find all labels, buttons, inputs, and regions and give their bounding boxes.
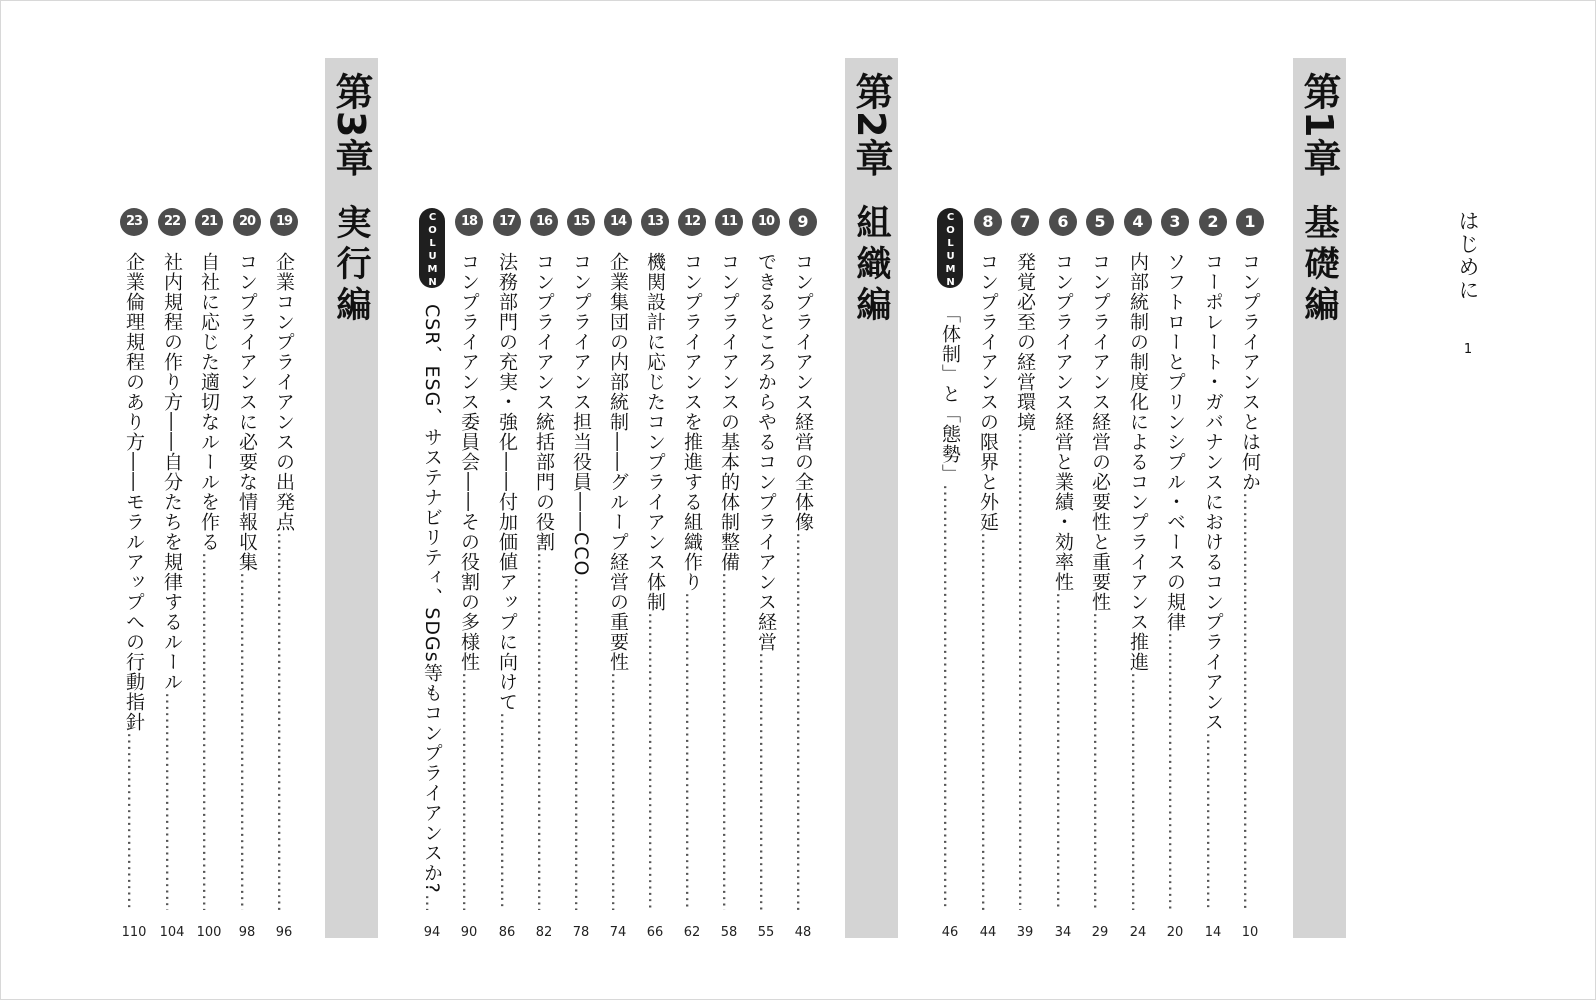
- entry-page-number: 46: [941, 925, 959, 940]
- section-number-badge: 8: [974, 208, 1002, 236]
- entry-title: 法務部門の充実・強化――付加価値アップに向けて …………………………………………………………………………………………………………………………………………………………: [493, 252, 521, 910]
- chapter-2-label: 第2章: [849, 72, 893, 178]
- toc-entry[interactable]: [714, 208, 744, 940]
- entry-page-number: 39: [1016, 925, 1034, 940]
- entry-page-number: 58: [720, 925, 738, 940]
- entry-page-number: 10: [1241, 925, 1259, 940]
- entry-title: 社内規程の作り方――自分たちを規律するルール …………………………………………………………………………………………………………………………………………………………: [158, 252, 186, 910]
- section-number-badge: 7: [1011, 208, 1039, 236]
- toc-entry[interactable]: [119, 208, 149, 940]
- chapter-1-title[interactable]: 基礎編: [1299, 204, 1339, 327]
- section-number-badge: 21: [195, 208, 223, 236]
- toc-entry[interactable]: [973, 208, 1003, 940]
- entry-title: 自社に応じた適切なルールを作る …………………………………………………………………………………………………………………………………………………………: [195, 252, 223, 910]
- entry-title: CSR、ESG、サステナビリティ、SDGs等もコンプライアンスか? …………………………………………………………………………………………………………………………………………………………: [418, 304, 446, 910]
- section-number-badge: 18: [455, 208, 483, 236]
- chapter-1-label: 第1章: [1297, 72, 1341, 178]
- entry-page-number: 44: [979, 925, 997, 940]
- entry-title: コンプライアンス経営の全体像 …………………………………………………………………………………………………………………………………………………………: [789, 252, 817, 910]
- entry-title: 発覚必至の経営環境 …………………………………………………………………………………………………………………………………………………………: [1011, 252, 1039, 910]
- entry-page-number: 55: [757, 925, 775, 940]
- toc-entry[interactable]: [566, 208, 596, 940]
- entry-page-number: 78: [572, 925, 590, 940]
- entry-page-number: 34: [1054, 925, 1072, 940]
- toc-entry[interactable]: [194, 208, 224, 940]
- entry-page-number: 74: [609, 925, 627, 940]
- entry-title: できるところからやるコンプライアンス経営 …………………………………………………………………………………………………………………………………………………………: [752, 252, 780, 910]
- entry-title: コンプライアンス担当役員――CCO …………………………………………………………………………………………………………………………………………………………: [567, 252, 595, 910]
- toc-entry[interactable]: [232, 208, 262, 940]
- toc-entry[interactable]: [1160, 208, 1190, 940]
- entry-page-number: 100: [196, 925, 222, 940]
- entry-title: コンプライアンスの基本的体制整備 …………………………………………………………………………………………………………………………………………………………: [715, 252, 743, 910]
- entry-page-number: 66: [646, 925, 664, 940]
- toc-entry[interactable]: [1235, 208, 1265, 940]
- entry-title: コーポレート・ガバナンスにおけるコンプライアンス …………………………………………………………………………………………………………………………………………………………: [1199, 252, 1227, 910]
- intro-title[interactable]: はじめに: [1456, 210, 1480, 302]
- section-number-badge: 23: [120, 208, 148, 236]
- column-badge: COLUMN: [419, 208, 445, 288]
- entry-title: コンプライアンスを推進する組織作り …………………………………………………………………………………………………………………………………………………………: [678, 252, 706, 910]
- entry-page-number: 90: [460, 925, 478, 940]
- toc-entry[interactable]: [492, 208, 522, 940]
- intro-page-number: 1: [1463, 342, 1473, 357]
- section-number-badge: 5: [1086, 208, 1114, 236]
- entry-title: コンプライアンス経営の必要性と重要性 …………………………………………………………………………………………………………………………………………………………: [1086, 252, 1114, 910]
- entry-title: 「体制」と「態勢」 …………………………………………………………………………………………………………………………………………………………: [936, 304, 964, 910]
- toc-entry[interactable]: [1085, 208, 1115, 940]
- toc-entry[interactable]: [1010, 208, 1040, 940]
- toc-entry[interactable]: [751, 208, 781, 940]
- entry-title: 内部統制の制度化によるコンプライアンス推進 …………………………………………………………………………………………………………………………………………………………: [1124, 252, 1152, 910]
- section-number-badge: 4: [1124, 208, 1152, 236]
- section-number-badge: 12: [678, 208, 706, 236]
- toc-entry[interactable]: [269, 208, 299, 940]
- toc-entry[interactable]: [157, 208, 187, 940]
- entry-page-number: 48: [794, 925, 812, 940]
- toc-entry[interactable]: [1048, 208, 1078, 940]
- section-number-badge: 16: [530, 208, 558, 236]
- entry-page-number: 14: [1204, 925, 1222, 940]
- entry-title: 企業倫理規程のあり方――モラルアップへの行動指針 …………………………………………………………………………………………………………………………………………………………: [120, 252, 148, 910]
- entry-page-number: 62: [683, 925, 701, 940]
- section-number-badge: 6: [1049, 208, 1077, 236]
- entry-page-number: 98: [238, 925, 256, 940]
- toc-entry[interactable]: [603, 208, 633, 940]
- toc-entry[interactable]: [1123, 208, 1153, 940]
- toc-column-entry[interactable]: [417, 208, 447, 940]
- section-number-badge: 3: [1161, 208, 1189, 236]
- entry-page-number: 110: [121, 925, 147, 940]
- section-number-badge: 17: [493, 208, 521, 236]
- section-number-badge: 14: [604, 208, 632, 236]
- entry-page-number: 82: [535, 925, 553, 940]
- entry-title: 機関設計に応じたコンプライアンス体制 …………………………………………………………………………………………………………………………………………………………: [641, 252, 669, 910]
- chapter-3-band: [325, 58, 378, 938]
- entry-title: コンプライアンス委員会――その役割の多様性 …………………………………………………………………………………………………………………………………………………………: [455, 252, 483, 910]
- entry-title: コンプライアンスに必要な情報収集 …………………………………………………………………………………………………………………………………………………………: [233, 252, 261, 910]
- section-number-badge: 19: [270, 208, 298, 236]
- section-number-badge: 1: [1236, 208, 1264, 236]
- chapter-2-title[interactable]: 組織編: [851, 204, 891, 327]
- entry-title: コンプライアンス経営と業績・効率性 …………………………………………………………………………………………………………………………………………………………: [1049, 252, 1077, 910]
- entry-title: コンプライアンスとは何か …………………………………………………………………………………………………………………………………………………………: [1236, 252, 1264, 910]
- section-number-badge: 15: [567, 208, 595, 236]
- entry-page-number: 104: [159, 925, 185, 940]
- entry-title: コンプライアンスの限界と外延 …………………………………………………………………………………………………………………………………………………………: [974, 252, 1002, 910]
- section-number-badge: 11: [715, 208, 743, 236]
- entry-page-number: 29: [1091, 925, 1109, 940]
- entry-page-number: 24: [1129, 925, 1147, 940]
- toc-entry[interactable]: [788, 208, 818, 940]
- column-badge: COLUMN: [937, 208, 963, 288]
- toc-entry[interactable]: [529, 208, 559, 940]
- section-number-badge: 13: [641, 208, 669, 236]
- section-number-badge: 9: [789, 208, 817, 236]
- entry-page-number: 94: [423, 925, 441, 940]
- entry-title: ソフトローとプリンシプル・ベースの規律 …………………………………………………………………………………………………………………………………………………………: [1161, 252, 1189, 910]
- entry-title: 企業コンプライアンスの出発点 …………………………………………………………………………………………………………………………………………………………: [270, 252, 298, 910]
- toc-entry[interactable]: [454, 208, 484, 940]
- entry-title: コンプライアンス統括部門の役割 …………………………………………………………………………………………………………………………………………………………: [530, 252, 558, 910]
- toc-entry[interactable]: [677, 208, 707, 940]
- section-number-badge: 22: [158, 208, 186, 236]
- section-number-badge: 2: [1199, 208, 1227, 236]
- chapter-2-band: [845, 58, 898, 938]
- chapter-3-title[interactable]: 実行編: [331, 204, 371, 327]
- entry-page-number: 96: [275, 925, 293, 940]
- chapter-1-band: [1293, 58, 1346, 938]
- entry-page-number: 20: [1166, 925, 1184, 940]
- toc-column-entry[interactable]: [935, 208, 965, 940]
- section-number-badge: 20: [233, 208, 261, 236]
- section-number-badge: 10: [752, 208, 780, 236]
- entry-page-number: 86: [498, 925, 516, 940]
- toc-entry[interactable]: [640, 208, 670, 940]
- entry-title: 企業集団の内部統制――グループ経営の重要性 …………………………………………………………………………………………………………………………………………………………: [604, 252, 632, 910]
- toc-entry[interactable]: [1198, 208, 1228, 940]
- chapter-3-label: 第3章: [329, 72, 373, 178]
